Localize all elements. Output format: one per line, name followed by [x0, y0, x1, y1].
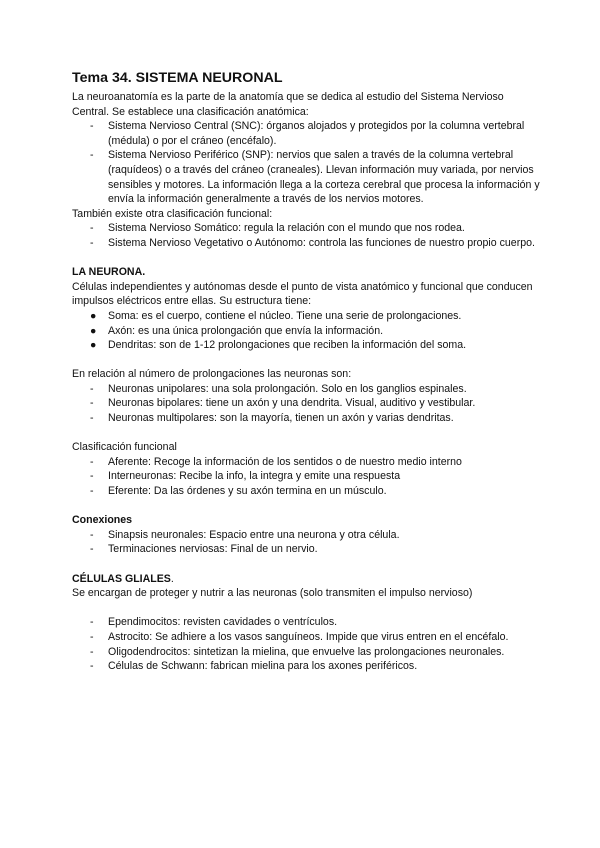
dash-marker: -: [90, 543, 94, 556]
glial-heading: CÉLULAS GLIALES: [72, 572, 171, 585]
list-item: - Interneuronas: Recibe la info, la integra y emite una respuesta: [90, 470, 401, 483]
glial-paragraph: Se encargan de proteger y nutrir a las neuronas (solo transmiten el impulso nervioso): [72, 587, 473, 600]
dash-marker: -: [90, 630, 94, 643]
functional-class-intro: Clasificación funcional: [72, 441, 177, 454]
glial-heading-line: CÉLULAS GLIALES.: [72, 572, 174, 585]
list-item: - Neuronas bipolares: tiene un axón y una dendrita. Visual, auditivo y vestibular.: [90, 397, 476, 410]
dash-marker: -: [90, 455, 94, 468]
list-item: - Terminaciones nerviosas: Final de un nervio.: [90, 543, 318, 556]
dash-marker: -: [90, 645, 94, 658]
dash-marker: -: [90, 412, 94, 425]
anatomical-list: [72, 119, 542, 207]
list-item: - Ependimocitos: revisten cavidades o ventrículos.: [90, 616, 338, 629]
dash-marker: -: [90, 222, 94, 235]
glial-list: [72, 615, 542, 673]
list-item: - Sinapsis neuronales: Espacio entre una neurona y otra célula.: [90, 528, 400, 541]
dash-marker: -: [90, 120, 94, 133]
dash-marker: -: [90, 470, 94, 483]
bullet-marker: ●: [90, 339, 97, 352]
dash-marker: -: [90, 528, 94, 541]
dash-marker: -: [90, 149, 94, 162]
dash-marker: -: [90, 397, 94, 410]
prolongations-list: [72, 382, 542, 426]
bullet-marker: ●: [90, 324, 97, 337]
dash-marker: -: [90, 660, 94, 673]
neuron-structure-list: [72, 309, 542, 353]
dash-marker: -: [90, 616, 94, 629]
functional-list: [72, 221, 542, 250]
functional-class-list: [72, 455, 542, 499]
list-item: - Astrocito: Se adhiere a los vasos sanguíneos. Impide que virus entren en el encéfalo.: [90, 630, 509, 643]
list-item: - Oligodendrocitos: sintetizan la mielina, que envuelve las prolongaciones neuronales.: [90, 645, 505, 658]
list-item: - Sistema Nervioso Periférico (SNP): nervios que salen a través de la columna vertebral (raquídeos) o a través del cráneo (craneales). Llevan información muy variada, por nervios sensibles y motores. La información llega a la corteza cerebral que procesa la información y envía la información generalmente a través de los nervios motores.: [90, 149, 540, 206]
list-item: - Neuronas multipolares: son la mayoría, tienen un axón y varias dendritas.: [90, 412, 454, 425]
list-item: ● Axón: es una única prolongación que envía la información.: [90, 324, 384, 337]
connections-heading: Conexiones: [72, 514, 133, 527]
dash-marker: -: [90, 382, 94, 395]
list-item: - Sistema Nervioso Somático: regula la relación con el mundo que nos rodea.: [90, 222, 465, 235]
list-item: - Sistema Nervioso Vegetativo o Autónomo: controla las funciones de nuestro propio cuerpo.: [90, 236, 535, 249]
list-item: ● Soma: es el cuerpo, contiene el núcleo. Tiene una serie de prolongaciones.: [90, 309, 462, 322]
dash-marker: -: [90, 236, 94, 249]
connections-list: [72, 528, 542, 557]
list-item: - Aferente: Recoge la información de los sentidos o de nuestro medio interno: [90, 455, 462, 468]
bullet-marker: ●: [90, 309, 97, 322]
list-item: - Neuronas unipolares: una sola prolongación. Solo en los ganglios espinales.: [90, 382, 467, 395]
list-item: - Eferente: Da las órdenes y su axón termina en un músculo.: [90, 485, 387, 498]
list-item: - Células de Schwann: fabrican mielina para los axones periféricos.: [90, 660, 418, 673]
page-title: Tema 34. SISTEMA NEURONAL: [72, 70, 283, 86]
neuron-paragraph: Células independientes y autónomas desde el punto de vista anatómico y funcional que conducen impulsos eléctricos entre ellas. Su estructura tiene:: [72, 280, 533, 308]
prolongations-intro: En relación al número de prolongaciones las neuronas son:: [72, 368, 352, 381]
document-page: [72, 70, 542, 674]
neuron-heading: LA NEURONA.: [72, 266, 146, 279]
intro-paragraph: La neuroanatomía es la parte de la anatomía que se dedica al estudio del Sistema Nervioso Central. Se establece una clasificación anatómica:: [72, 91, 504, 118]
list-item: ● Dendritas: son de 1-12 prolongaciones que reciben la información del soma.: [90, 339, 467, 352]
list-item: - Sistema Nervioso Central (SNC): órganos alojados y protegidos por la columna vertebral (médula) o por el cráneo (encéfalo).: [90, 120, 525, 147]
functional-intro: También existe otra clasificación funcional:: [72, 207, 273, 220]
dash-marker: -: [90, 485, 94, 498]
